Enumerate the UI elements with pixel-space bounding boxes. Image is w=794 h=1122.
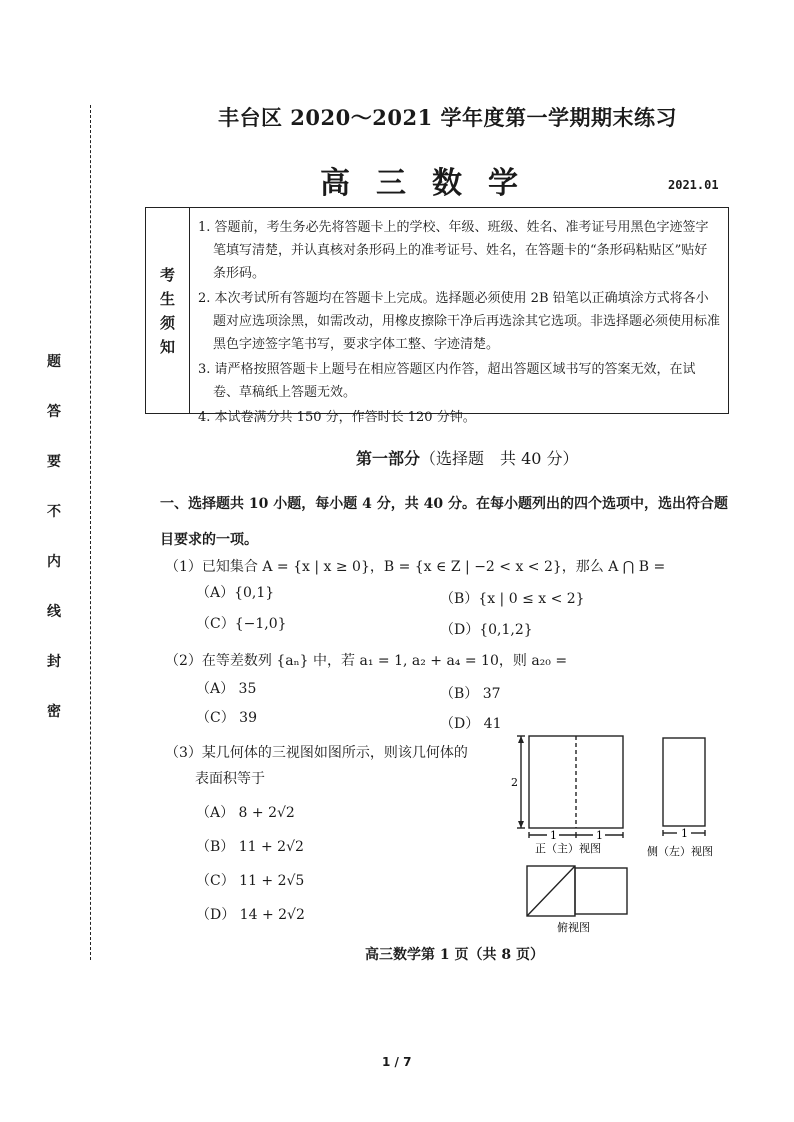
question-2-option-a: （A） 35 [196, 681, 257, 697]
notice-label-char: 须 [159, 314, 175, 332]
part-title: 第一部分 [356, 449, 421, 468]
seal-dashed-line [90, 105, 91, 960]
top-view-right-rect [575, 868, 627, 914]
seal-char: 线 [47, 604, 61, 620]
seal-char: 题 [47, 354, 61, 370]
question-1-stem: （1）已知集合 A = {x | x ≥ 0}，B = {x ∈ Z | −2 < x < 2}，那么 A ⋂ B = [165, 559, 666, 575]
page-footer: 高三数学第 1 页（共 8 页） [365, 947, 544, 963]
question-3-option-d: （D） 14 + 2√2 [196, 907, 305, 923]
question-1-option-c: （C）{−1,0} [196, 616, 287, 632]
notice-body [198, 216, 720, 431]
dim-height-label: 2 [511, 776, 518, 789]
notice-label-char: 考 [159, 266, 175, 284]
notice-item: 3. 请严格按照答题卡上题号在相应答题区内作答，超出答题区域书写的答案无效，在试卷、草稿纸上答题无效。 [198, 362, 696, 400]
notice-label-char: 生 [159, 290, 175, 308]
part-subtitle: （选择题 共 40 分） [420, 449, 579, 468]
top-view-diagonal [527, 866, 575, 916]
dim-side-label: 1 [681, 827, 688, 840]
side-view-label: 侧（左）视图 [647, 845, 713, 858]
section-instruction: 一、选择题共 10 小题，每小题 4 分，共 40 分。在每小题列出的四个选项中，选出符合题目要求的一项。 [160, 496, 728, 548]
question-3-option-c: （C） 11 + 2√5 [196, 873, 305, 889]
part-heading [356, 446, 579, 469]
notice-item: 1. 答题前，考生务必先将答题卡上的学校、年级、班级、姓名、准考证号用黑色字迹签字笔填写清楚，并认真核对条形码上的准考证号、姓名，在答题卡的“条形码粘贴区”贴好条形码。 [198, 220, 709, 281]
front-view-label: 正（主）视图 [535, 842, 601, 855]
side-view-rect [663, 738, 705, 826]
dim-width-1-label: 1 [550, 829, 557, 842]
seal-char: 密 [47, 704, 61, 720]
question-2-option-b: （B） 37 [440, 686, 501, 702]
seal-char: 答 [47, 404, 61, 420]
question-3-option-a: （A） 8 + 2√2 [196, 805, 295, 821]
seal-char: 内 [47, 554, 61, 570]
question-2-option-d: （D） 41 [440, 716, 502, 732]
top-view-label: 俯视图 [557, 921, 590, 934]
exam-date: 2021.01 [668, 178, 719, 192]
dim-width-2-label: 1 [596, 829, 603, 842]
question-2-stem: （2）在等差数列 {aₙ} 中，若 a₁ = 1, a₂ + a₄ = 10，则 a₂₀ = [165, 653, 568, 669]
notice-item: 4. 本试卷满分共 150 分，作答时长 120 分钟。 [198, 410, 476, 425]
exam-subject: 高三数学 [320, 166, 544, 201]
question-3-option-b: （B） 11 + 2√2 [196, 839, 304, 855]
exam-title: 丰台区 2020～2021 学年度第一学期期末练习 [218, 105, 678, 130]
question-1-option-b: （B）{x | 0 ≤ x < 2} [440, 591, 585, 607]
seal-char: 要 [47, 454, 61, 470]
notice-label [146, 208, 190, 413]
three-view-figure [505, 728, 725, 938]
question-2-option-c: （C） 39 [196, 710, 257, 726]
seal-char: 封 [47, 654, 61, 670]
notice-box [145, 207, 729, 425]
question-3-stem-line1: （3）某几何体的三视图如图所示，则该几何体的 [165, 745, 468, 761]
seal-char: 不 [47, 504, 61, 520]
notice-item: 2. 本次考试所有答题均在答题卡上完成。选择题必须使用 2B 铅笔以正确填涂方式将各小题对应选项涂黑，如需改动，用橡皮擦除干净后再选涂其它选项。非选择题必须使用标准黑色字迹签字笔书写，要求字体工整、字迹清楚。 [198, 291, 721, 352]
question-3-stem-line2: 表面积等于 [195, 771, 265, 787]
question-1-option-d: （D）{0,1,2} [440, 622, 533, 638]
question-1-option-a: （A）{0,1} [196, 585, 275, 601]
pdf-page-number: 1 / 7 [382, 1055, 412, 1069]
notice-label-char: 知 [159, 338, 175, 356]
